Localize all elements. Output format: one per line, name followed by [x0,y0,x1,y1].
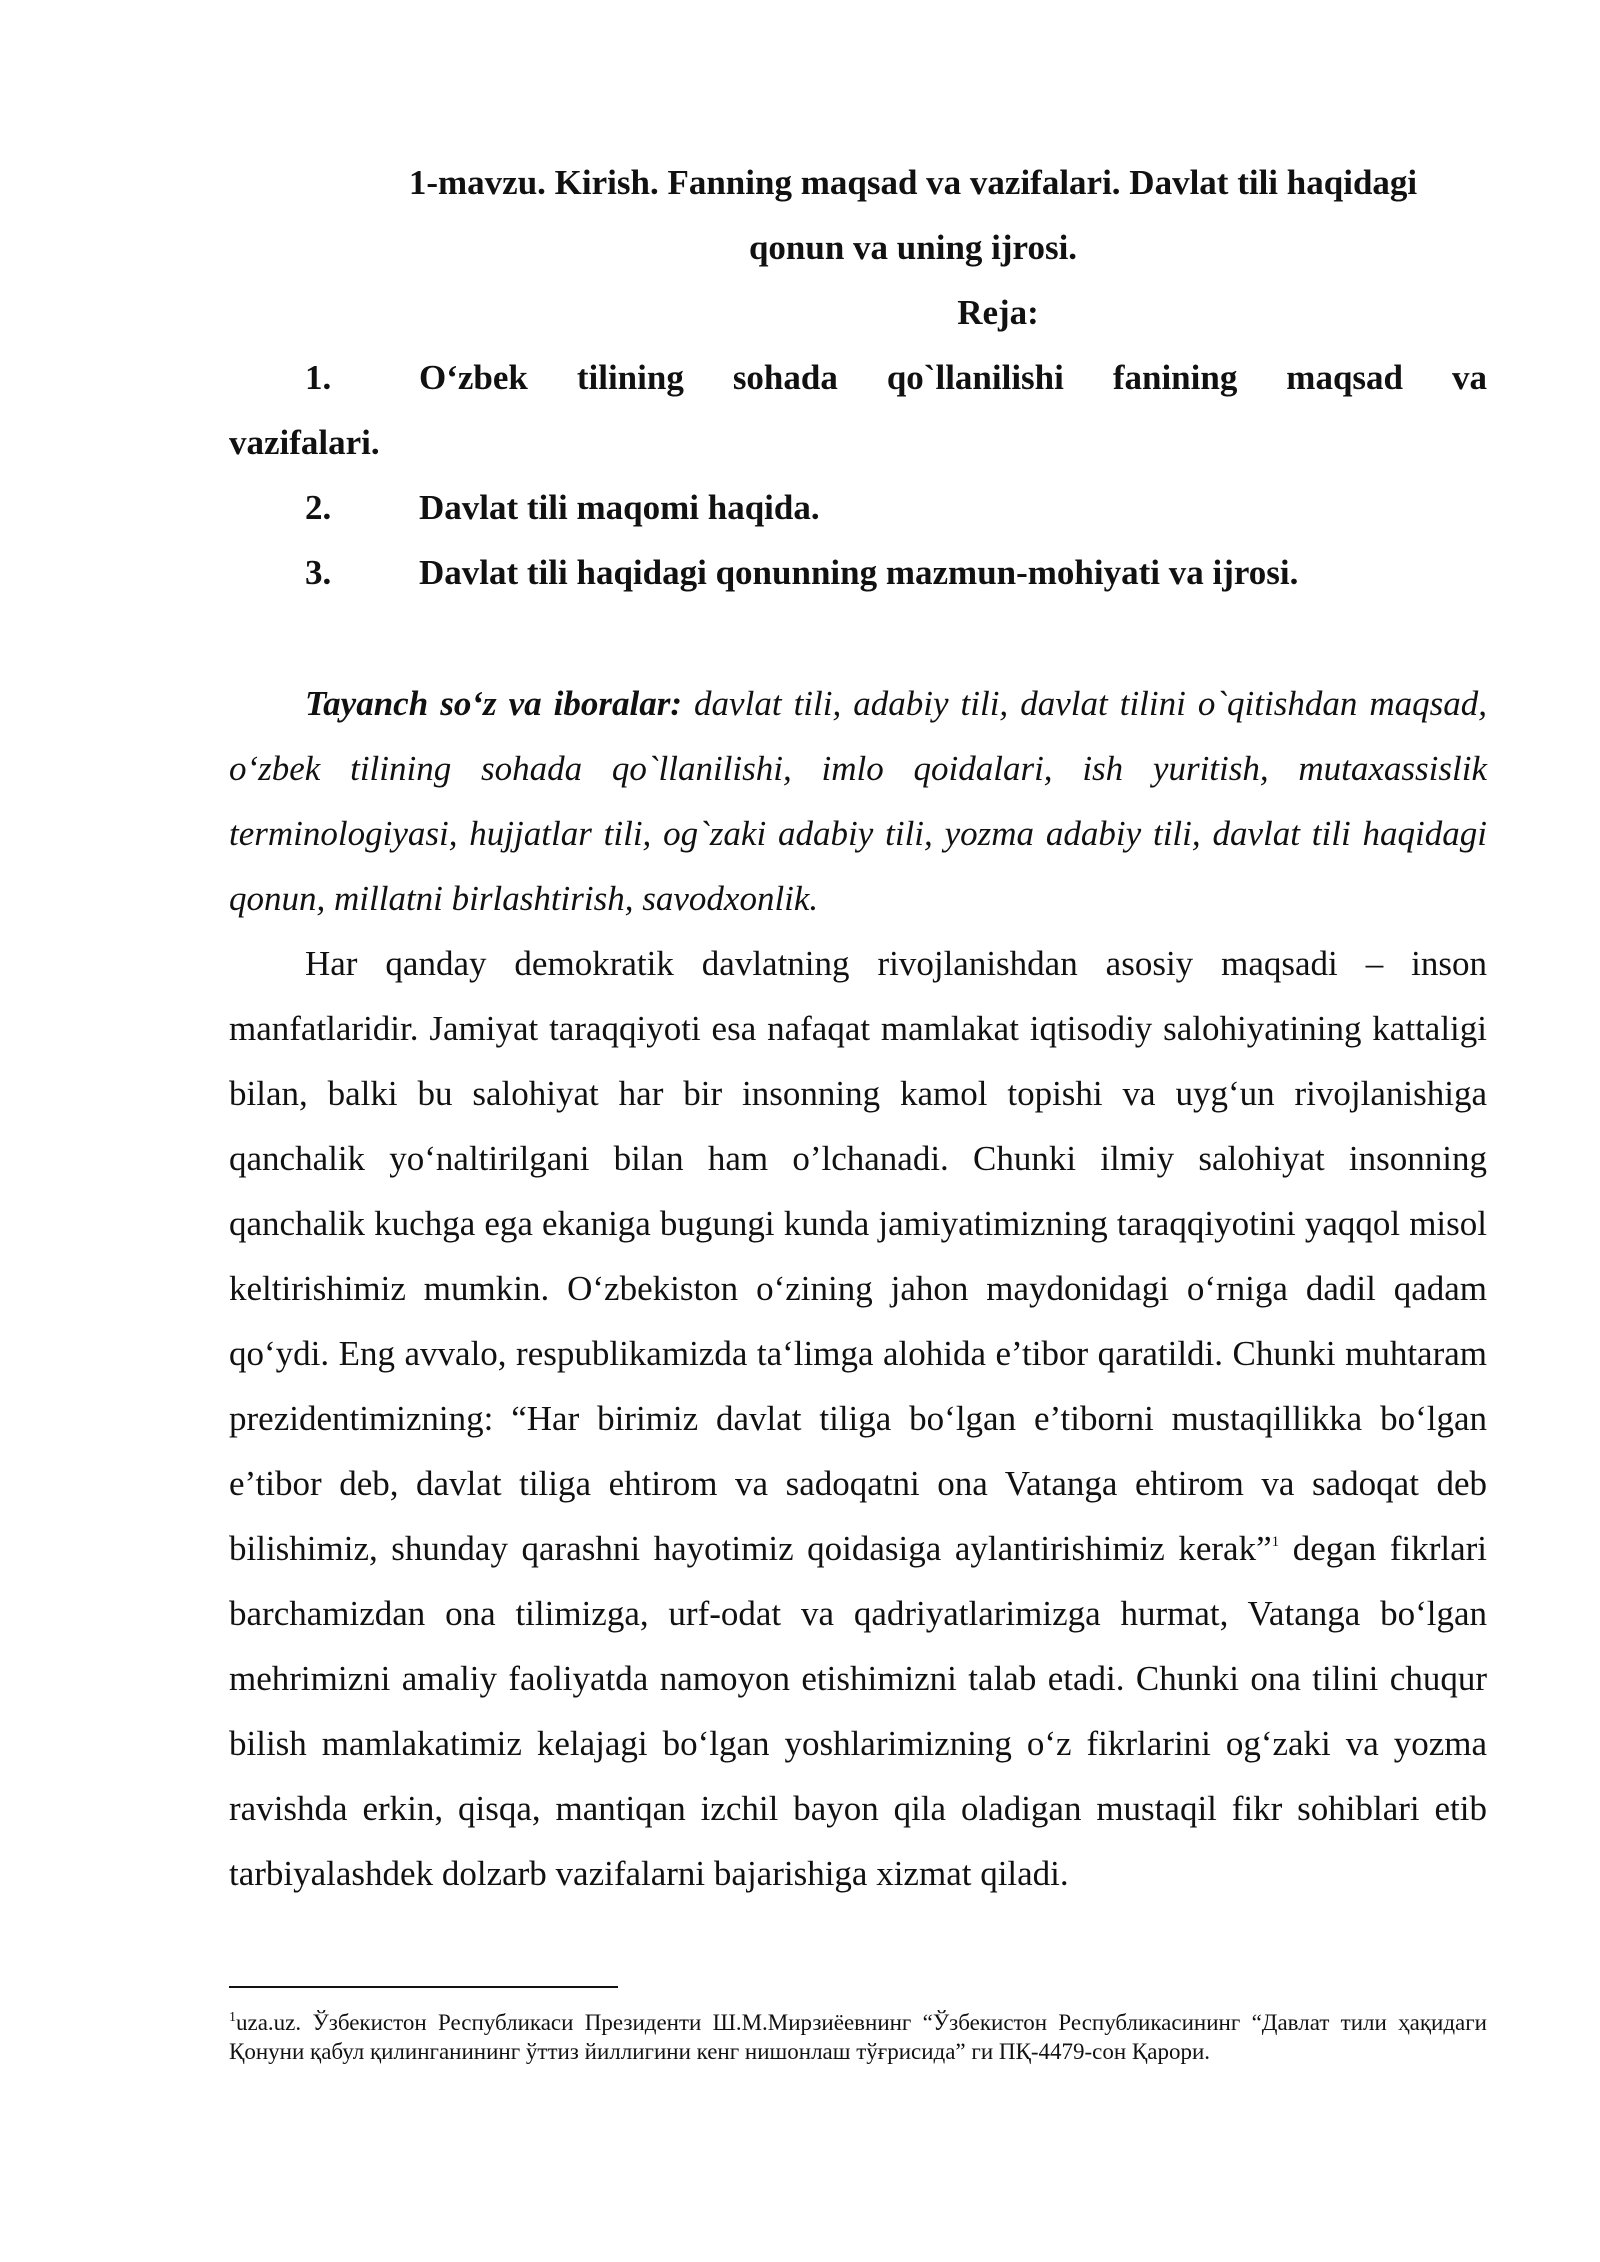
plan-item-number: 3. [305,553,332,592]
plan-item-continuation: vazifalari. [229,423,380,462]
plan-heading: Reja: [957,293,1039,332]
title-line-1: 1-mavzu. Kirish. Fanning maqsad va vazifalari. Davlat tili haqidagi [408,163,1418,202]
keywords-paragraph [229,671,1487,931]
plan-item-text: Davlat tili maqomi haqida. [419,488,820,527]
footnote-marker: 1 [229,2010,236,2025]
footnote-text: uza.uz. Ўзбекистон Республикаси Президенти Ш.М.Мирзиёевнинг “Ўзбекистон Республикасининг “Давлат тили ҳақидаги Қонуни қабул қилинганининг ўттиз йиллигини кенг нишонлаш тўғрисида” ги ПҚ-4479-сон Қарори. [229,2010,1487,2064]
document-page [229,150,1487,1906]
plan-item-number: 1. [305,358,332,397]
plan-item [229,475,1487,540]
footnote-separator [229,1986,618,1988]
plan-list [229,345,1487,605]
plan-item [229,540,1487,605]
topic-title [229,150,1487,280]
body-paragraph [229,931,1487,1906]
plan-item-text: O‘zbek tilining sohada qo`llanilishi fanining maqsad va [419,358,1487,397]
keywords-label: Tayanch so‘z va iboralar: [305,684,683,723]
body-text-part-2: degan fikrlari barchamizdan ona tilimizga, urf-odat va qadriyatlarimizga hurmat, Vatanga bo‘lgan mehrimizni amaliy faoliyatda namoyon etishimizni talab etadi. Chunki ona tilini chuqur bilish mamlakatimiz kelajagi bo‘lgan yoshlarimizning o‘z fikrlarini og‘zaki va yozma ravishda erkin, qisqa, mantiqan izchil bayon qila oladigan mustaqil fikr sohiblari etib tarbiyalashdek dolzarb vazifalarni bajarishiga xizmat qiladi. [229,1529,1487,1893]
keywords-text: davlat tili, adabiy tili, davlat tilini o`qitishdan maqsad, o‘zbek tilining sohada qo`llanilishi, imlo qoidalari, ish yuritish, mutaxassislik terminologiyasi, hujjatlar tili, og`zaki adabiy tili, yozma adabiy tili, davlat tili haqidagi qonun, millatni birlashtirish, savodxonlik. [229,684,1487,918]
plan-item [229,345,1487,410]
plan-item-number: 2. [305,488,332,527]
footnote-reference[interactable]: 1 [1271,1534,1280,1550]
title-line-2: qonun va uning ijrosi. [748,228,1078,267]
plan-item-text: Davlat tili haqidagi qonunning mazmun-mohiyati va ijrosi. [419,553,1299,592]
footnote [229,2008,1487,2066]
body-text-part-1: Har qanday demokratik davlatning rivojlanishdan asosiy maqsadi – inson manfatlaridir. Jamiyat taraqqiyoti esa nafaqat mamlakat iqtisodiy salohiyatining kattaligi bilan, balki bu salohiyat har bir insonning kamol topishi va uyg‘un rivojlanishiga qanchalik yo‘naltirilgani bilan ham o’lchanadi. Chunki ilmiy salohiyat insonning qanchalik kuchga ega ekaniga bugungi kunda jamiyatimizning taraqqiyotini yaqqol misol keltirishimiz mumkin. O‘zbekiston o‘zining jahon maydonidagi o‘rniga dadil qadam qo‘ydi. Eng avvalo, respublikamizda ta‘limga alohida e’tibor qaratildi. Chunki muhtaram prezidentimizning: “Har birimiz davlat tiliga bo‘lgan e’tiborni mustaqillikka bo‘lgan e’tibor deb, davlat tiliga ehtirom va sadoqatni ona Vatanga ehtirom va sadoqat deb bilishimiz, shunday qarashni hayotimiz qoidasiga aylantirishimiz kerak” [229,944,1487,1568]
